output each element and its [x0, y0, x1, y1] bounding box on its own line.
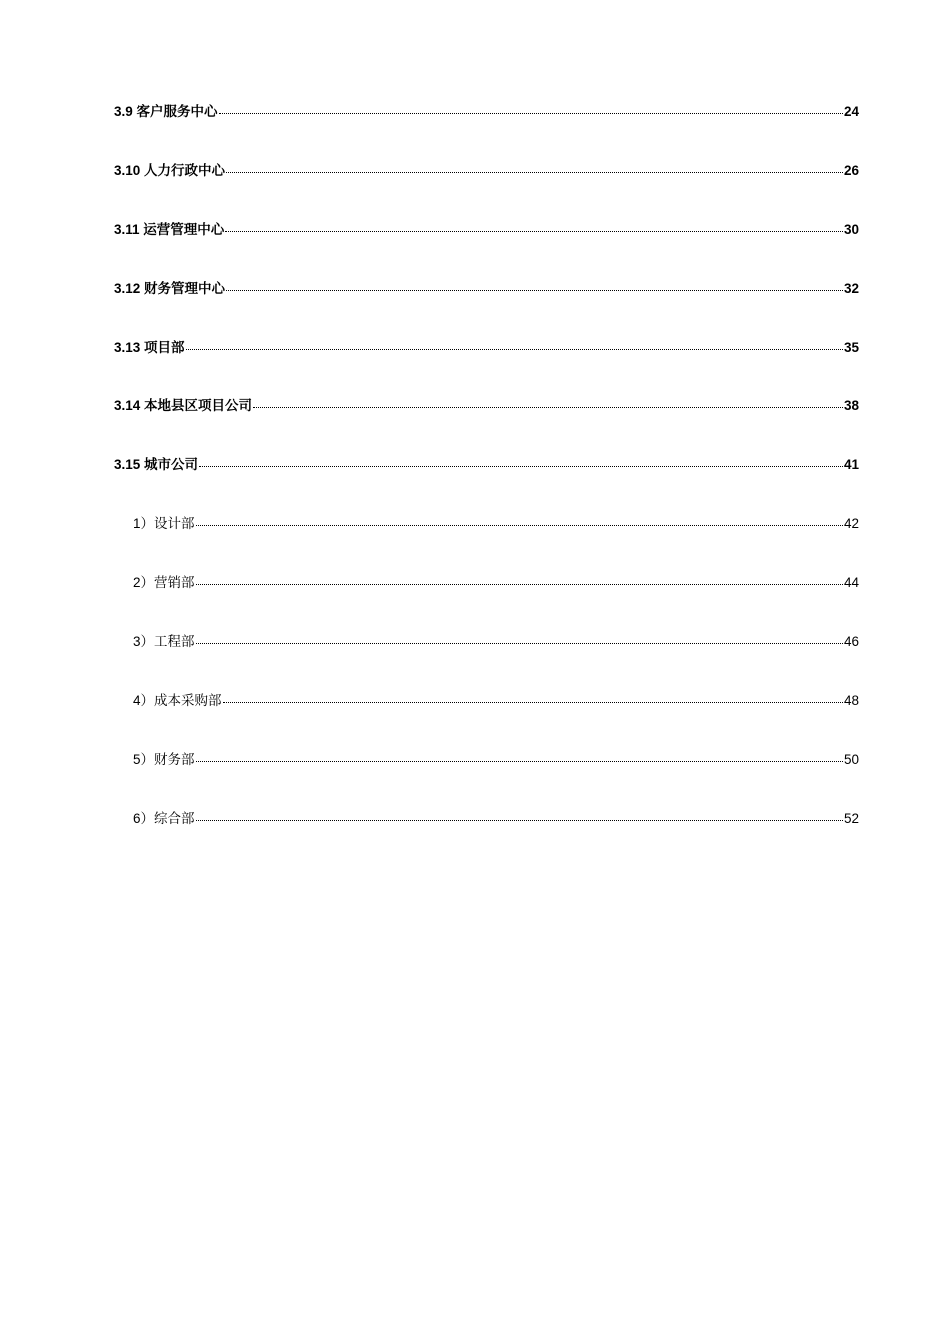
toc-entry-number: 4）: [133, 692, 155, 708]
toc-entry-page: 42: [843, 516, 859, 532]
toc-entry-page: 41: [843, 457, 859, 473]
toc-entry-3-14[interactable]: [114, 394, 859, 453]
toc-entry-title: 成本采购部: [154, 692, 222, 708]
toc-entry-number: 2）: [133, 575, 155, 591]
toc-entry-title: 本地县区项目公司: [144, 398, 253, 414]
toc-entry-label: [114, 453, 198, 473]
toc-entry-3-12[interactable]: [114, 277, 859, 336]
toc-dot-leader: [225, 220, 843, 234]
toc-entry-label: [133, 630, 195, 650]
toc-dot-leader: [253, 396, 843, 410]
toc-entry-label: [133, 571, 195, 591]
toc-entry-number: 3.9: [114, 104, 133, 119]
toc-subentry-cost-procurement[interactable]: [114, 689, 859, 748]
toc-entry-label: [114, 218, 224, 238]
toc-entry-number: 3.13: [114, 339, 141, 355]
toc-entry-label: [133, 512, 195, 532]
toc-entry-3-11[interactable]: [114, 218, 859, 277]
toc-subentry-marketing[interactable]: [114, 571, 859, 630]
toc-entry-page: 26: [843, 162, 859, 178]
toc-dot-leader: [186, 338, 843, 352]
toc-dot-leader: [223, 691, 843, 705]
toc-entry-title: 客户服务中心: [136, 104, 218, 119]
toc-entry-page: 46: [843, 634, 859, 650]
toc-subentry-finance[interactable]: [114, 748, 859, 807]
toc-entry-page: 50: [843, 751, 859, 767]
toc-entry-page: 44: [843, 575, 859, 591]
toc-entry-title: 设计部: [154, 516, 195, 532]
toc-entry-title: 人力行政中心: [144, 162, 226, 178]
toc-entry-title: 营销部: [154, 575, 195, 591]
toc-dot-leader: [196, 809, 843, 823]
toc-entry-title: 运营管理中心: [143, 221, 225, 237]
toc-entry-page: 30: [843, 221, 859, 237]
toc-dot-leader: [196, 632, 843, 646]
toc-entry-label: [133, 689, 222, 709]
toc-entry-page: 24: [843, 104, 859, 119]
toc-entry-number: 3.15: [114, 457, 141, 473]
toc-entry-page: 32: [843, 280, 859, 296]
toc-entry-label: [114, 336, 185, 356]
toc-dot-leader: [196, 573, 843, 587]
toc-subentry-design[interactable]: [114, 512, 859, 571]
toc-entry-title: 城市公司: [144, 457, 199, 473]
toc-dot-leader: [196, 750, 843, 764]
toc-entry-label: [114, 277, 225, 297]
toc-entry-number: 3.10: [114, 162, 141, 178]
toc-entry-3-9[interactable]: [114, 100, 859, 159]
toc-entry-3-13[interactable]: [114, 336, 859, 395]
toc-entry-title: 工程部: [154, 634, 195, 650]
toc-entry-label: [114, 159, 225, 179]
toc-entry-number: 1）: [133, 516, 155, 532]
toc-entry-3-10[interactable]: [114, 159, 859, 218]
toc-dot-leader: [196, 514, 843, 528]
toc-entry-label: [114, 394, 252, 414]
toc-entry-number: 3）: [133, 634, 155, 650]
toc-dot-leader: [199, 455, 843, 469]
toc-entry-page: 48: [843, 692, 859, 708]
toc-entry-label: [133, 748, 195, 768]
toc-entry-label: [133, 807, 195, 827]
table-of-contents: [114, 100, 859, 866]
toc-entry-number: 3.11: [114, 221, 140, 237]
toc-entry-number: 3.14: [114, 398, 141, 414]
toc-entry-number: 6）: [133, 810, 155, 826]
toc-entry-number: 5）: [133, 751, 155, 767]
toc-entry-page: 38: [843, 398, 859, 414]
toc-dot-leader: [226, 161, 843, 175]
toc-entry-page: 35: [843, 339, 859, 355]
toc-subentry-engineering[interactable]: [114, 630, 859, 689]
toc-entry-page: 52: [843, 810, 859, 826]
toc-subentry-general-affairs[interactable]: [114, 807, 859, 866]
toc-entry-label: [114, 100, 218, 120]
toc-entry-3-15[interactable]: [114, 453, 859, 512]
toc-entry-title: 财务管理中心: [144, 280, 226, 296]
toc-entry-title: 财务部: [154, 751, 195, 767]
toc-entry-title: 综合部: [154, 810, 195, 826]
toc-entry-title: 项目部: [144, 339, 185, 355]
toc-dot-leader: [219, 102, 843, 116]
toc-dot-leader: [226, 279, 843, 293]
toc-entry-number: 3.12: [114, 280, 141, 296]
